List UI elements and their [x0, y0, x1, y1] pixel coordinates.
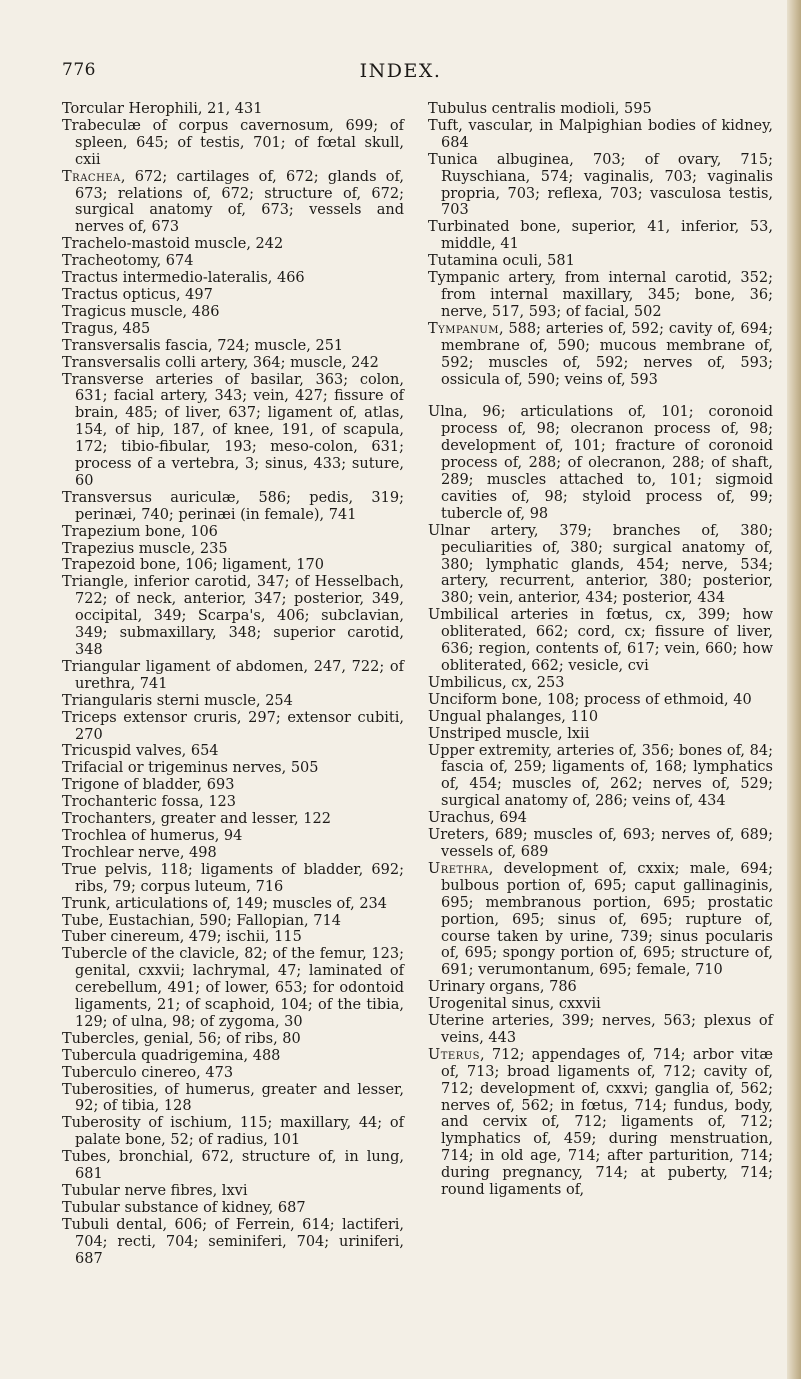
index-entry: [62, 946, 404, 1031]
index-entry-text: Tragus, 485: [62, 320, 151, 337]
index-entry-text: Trochlea of humerus, 94: [62, 827, 243, 844]
index-entry: [62, 693, 404, 710]
index-entry: [62, 1200, 404, 1217]
index-entry-text: Tuber cinereum, 479; ischii, 115: [62, 929, 302, 946]
index-entry: [62, 659, 404, 693]
index-entry-text: Tracheotomy, 674: [62, 253, 194, 270]
index-entry-text: Trochanteric fossa, 123: [62, 794, 236, 811]
index-entry-text: Trunk, articulations of, 149; muscles of, 234: [62, 895, 388, 912]
index-entry: [62, 253, 404, 270]
index-entry-text: Tractus opticus, 497: [62, 286, 213, 303]
index-entry: [428, 523, 773, 608]
index-entry-text: Urinary organs, 786: [428, 979, 577, 996]
index-entry-text: Trochlear nerve, 498: [62, 844, 217, 861]
index-entry-text: Tubercles, genial, 56; of ribs, 80: [62, 1030, 301, 1047]
index-entry-text: Tympanic artery, from internal carotid, 352; from internal maxillary, 345; bone, 36; nerve, 517, 593; of facial, 502: [428, 270, 773, 320]
index-entry: [428, 152, 773, 220]
index-entry: [62, 929, 404, 946]
index-entry-text: Trachelo-mastoid muscle, 242: [62, 236, 284, 253]
index-entry-text: Upper extremity, arteries of, 356; bones of, 84; fascia of, 259; ligaments of, 168; lymphatics of, 454; muscles of, 262; nerves of, 529; surgical anatomy of, 286; veins of, 434: [428, 742, 773, 810]
index-entry: [62, 557, 404, 574]
index-entry: [428, 321, 773, 389]
index-entry-text: Unciform bone, 108; process of ethmoid, 40: [428, 691, 752, 708]
index-entry-text: True pelvis, 118; ligaments of bladder, 692; ribs, 79; corpus luteum, 716: [62, 861, 404, 895]
index-entry: [428, 1013, 773, 1047]
index-entry: [428, 827, 773, 861]
index-entry-text: Uterine arteries, 399; nerves, 563; plexus of veins, 443: [428, 1013, 773, 1046]
index-entry: [62, 287, 404, 304]
index-entry-text: Tubercula quadrigemina, 488: [62, 1047, 281, 1064]
index-entry: [62, 811, 404, 828]
index-entry: [62, 355, 404, 372]
index-entry: [62, 1082, 404, 1116]
index-entry: [428, 979, 773, 996]
index-entry: [428, 253, 773, 270]
index-entry-heading: Trachea: [62, 168, 121, 185]
index-entry: [428, 709, 773, 726]
index-entry: [428, 675, 773, 692]
index-entry-text: Tubercle of the clavicle, 82; of the femur, 123; genital, cxxvii; lachrymal, 47; laminated of cerebellum, 491; of lower, 653; for odontoid ligaments, 21; of scaphoid, 104; of the tibia, 129; of ulna, 98; of zygoma, 30: [62, 946, 404, 1030]
index-entry: [62, 304, 404, 321]
index-entry-text: Trochanters, greater and lesser, 122: [62, 811, 331, 828]
index-entry-text: Tubulus centralis modioli, 595: [428, 101, 652, 117]
index-entry-heading: Tympanum: [428, 320, 499, 337]
index-entry-text: Triceps extensor cruris, 297; extensor cubiti, 270: [62, 709, 404, 743]
index-entry: [62, 794, 404, 811]
index-entry-text: Unstriped muscle, lxii: [428, 725, 590, 742]
index-entry-text: Transversus auriculæ, 586; pedis, 319; perinæi, 740; perinæi (in female), 741: [62, 489, 404, 523]
index-entry: [428, 692, 773, 709]
index-entry-text: Umbilical arteries in fœtus, cx, 399; how obliterated, 662; cord, cx; fissure of liver, 636; region, contents of, 617; vein, 660; how obliterated, 662; vesicle, cvi: [428, 607, 773, 674]
index-entry: [62, 743, 404, 760]
index-entry: [62, 777, 404, 794]
index-entry-text: Tubular substance of kidney, 687: [62, 1199, 306, 1216]
index-entry-text: Triangular ligament of abdomen, 247, 722; of urethra, 741: [62, 658, 404, 692]
index-entry-text: Tricuspid valves, 654: [62, 743, 219, 760]
index-entry-text: Triangle, inferior carotid, 347; of Hesselbach, 722; of neck, anterior, 347; posterior, 349, occipital, 349; Scarpa's, 406; subclavian, 349; submaxillary, 348; superior carotid, 348: [62, 574, 404, 658]
index-entry: [62, 1031, 404, 1048]
index-entry: [62, 372, 404, 490]
index-entry: [62, 236, 404, 253]
index-entry: [62, 913, 404, 930]
index-entry: [428, 101, 773, 118]
index-entry: [428, 607, 773, 675]
page-edge: [787, 0, 801, 1379]
page-header: [0, 60, 801, 90]
index-entry-text: Ungual phalanges, 110: [428, 708, 599, 725]
index-entry-text: Tractus intermedio-lateralis, 466: [62, 270, 305, 287]
index-entry-text: Tutamina oculi, 581: [428, 253, 575, 270]
index-entry: [62, 101, 404, 118]
index-entry: [62, 760, 404, 777]
index-entry: [428, 270, 773, 321]
index-entry-text: Ulnar artery, 379; branches of, 380; peculiarities of, 380; surgical anatomy of, 380; lymphatic glands, 454; nerve, 534; artery, recurrent, anterior, 380; posterior, 380; vein, anterior, 434; posterior, 434: [428, 522, 773, 607]
index-entry: [62, 118, 404, 169]
index-entry-text: Tuberculo cinereo, 473: [62, 1064, 234, 1081]
index-entry-text: Tubes, bronchial, 672, structure of, in lung, 681: [62, 1149, 404, 1183]
index-entry: [62, 1115, 404, 1149]
index-entry: [62, 321, 404, 338]
index-entry: [62, 1048, 404, 1065]
index-entry-text: Ureters, 689; muscles of, 693; nerves of, 689; vessels of, 689: [428, 827, 773, 860]
index-entry-text: Trifacial or trigeminus nerves, 505: [62, 760, 319, 777]
page-title: INDEX.: [359, 60, 442, 82]
index-entry-text: Trigone of bladder, 693: [62, 777, 235, 794]
index-entry: [428, 996, 773, 1013]
index-entry: [428, 118, 773, 152]
index-entry-text: , 672; cartilages of, 672; glands of, 673; relations of, 672; structure of, 672; surgical anatomy of, 673; vessels and nerves of, 673: [75, 168, 404, 236]
index-column-right: [428, 101, 773, 1199]
index-entry-text: Trapezium bone, 106: [62, 523, 218, 540]
index-entry: [62, 270, 404, 287]
index-entry-text: Tube, Eustachian, 590; Fallopian, 714: [62, 912, 341, 929]
index-entry: [62, 828, 404, 845]
index-entry: [62, 541, 404, 558]
index-entry: [62, 896, 404, 913]
index-entry: [62, 1149, 404, 1183]
index-entry-text: , 712; appendages of, 714; arbor vitæ of, 713; broad ligaments of, 712; cavity of, 712; development of, cxxvi; ganglia of, 562; nerves of, 562; in fœtus, 714; fundus, body, and cervix of, 712; ligaments of, 712; lymphatics of, 459; during menstruation, 714; in old age, 714; after parturition, 714; during pregnancy, 714; at puberty, 714; round ligaments of,: [441, 1046, 773, 1199]
index-entry-text: Tunica albuginea, 703; of ovary, 715; Ruyschiana, 574; vaginalis, 703; vaginalis propria, 703; reflexa, 703; vasculosa testis, 703: [428, 151, 773, 219]
index-entry-text: Transverse arteries of basilar, 363; colon, 631; facial artery, 343; vein, 427; fissure of brain, 485; of liver, 637; ligament of, atlas, 154, of hip, 187, of knee, 191, of scapula, 172; tibio-fibular, 193; meso-colon, 631; process of a vertebra, 3; sinus, 433; suture, 60: [62, 371, 404, 489]
index-entry-text: , development of, cxxix; male, 694; bulbous portion of, 695; caput gallinaginis, 695; membranous portion, 695; prostatic portion, 695; sinus of, 695; rupture of, course taken by urine, 739; sinus pocularis of, 695; spongy portion of, 695; structure of, 691; verumontanum, 695; female, 710: [441, 860, 773, 979]
index-column-left: [62, 101, 404, 1268]
index-entry-text: Tuberosities, of humerus, greater and lesser, 92; of tibia, 128: [62, 1081, 404, 1115]
index-entry-text: Tubular nerve fibres, lxvi: [62, 1183, 248, 1199]
index-entry-text: Urachus, 694: [428, 810, 527, 827]
index-entry-text: Tubuli dental, 606; of Ferrein, 614; lactiferi, 704; recti, 704; seminiferi, 704; uriniferi, 687: [62, 1216, 404, 1267]
index-entry-text: , 588; arteries of, 592; cavity of, 694; membrane of, 590; mucous membrane of, 592; muscles of, 592; nerves of, 593; ossicula of, 590; veins of, 593: [441, 320, 773, 388]
index-entry-text: Tuft, vascular, in Malpighian bodies of kidney, 684: [428, 117, 773, 151]
index-entry-text: Torcular Herophili, 21, 431: [62, 101, 263, 117]
index-entry: [62, 862, 404, 896]
index-entry-text: Turbinated bone, superior, 41, inferior, 53, middle, 41: [428, 219, 773, 253]
index-entry: [62, 1217, 404, 1268]
index-entry: [62, 710, 404, 744]
index-entry-text: Trabeculæ of corpus cavernosum, 699; of spleen, 645; of testis, 701; of fœtal skull, cxii: [62, 117, 404, 168]
index-entry: [428, 1047, 773, 1199]
index-entry: [62, 1065, 404, 1082]
index-entry-text: Tragicus muscle, 486: [62, 303, 220, 320]
index-entry-text: Urogenital sinus, cxxvii: [428, 996, 601, 1013]
index-entry: [62, 338, 404, 355]
index-entry: [62, 490, 404, 524]
index-entry-text: Ulna, 96; articulations of, 101; coronoid process of, 98; olecranon process of, 98; development of, 101; fracture of coronoid process of, 288; of olecranon, 288; of shaft, 289; muscles attached to, 101; sigmoid cavities of, 98; styloid process of, 99; tubercle of, 98: [428, 404, 773, 522]
index-entry: [62, 574, 404, 659]
index-entry: [62, 845, 404, 862]
index-entry: [428, 810, 773, 827]
page-number: 776: [62, 60, 96, 80]
index-entry: [62, 524, 404, 541]
index-entry: [428, 743, 773, 811]
index-entry-text: Umbilicus, cx, 253: [428, 674, 565, 691]
index-entry: [62, 1183, 404, 1200]
index-entry-heading: Urethra: [428, 860, 489, 877]
index-entry: [428, 219, 773, 253]
index-entry-text: Triangularis sterni muscle, 254: [62, 692, 293, 709]
index-entry-text: Transversalis colli artery, 364; muscle, 242: [62, 354, 379, 371]
index-entry-text: Trapezoid bone, 106; ligament, 170: [62, 557, 324, 574]
index-entry: [62, 169, 404, 237]
index-entry-heading: Uterus: [428, 1046, 480, 1063]
index-entry-text: Trapezius muscle, 235: [62, 540, 228, 557]
index-entry: [428, 726, 773, 743]
index-entry-text: Transversalis fascia, 724; muscle, 251: [62, 337, 344, 354]
index-entry: [428, 404, 773, 522]
index-entry: [428, 861, 773, 979]
index-entry-text: Tuberosity of ischium, 115; maxillary, 44; of palate bone, 52; of radius, 101: [62, 1115, 404, 1149]
